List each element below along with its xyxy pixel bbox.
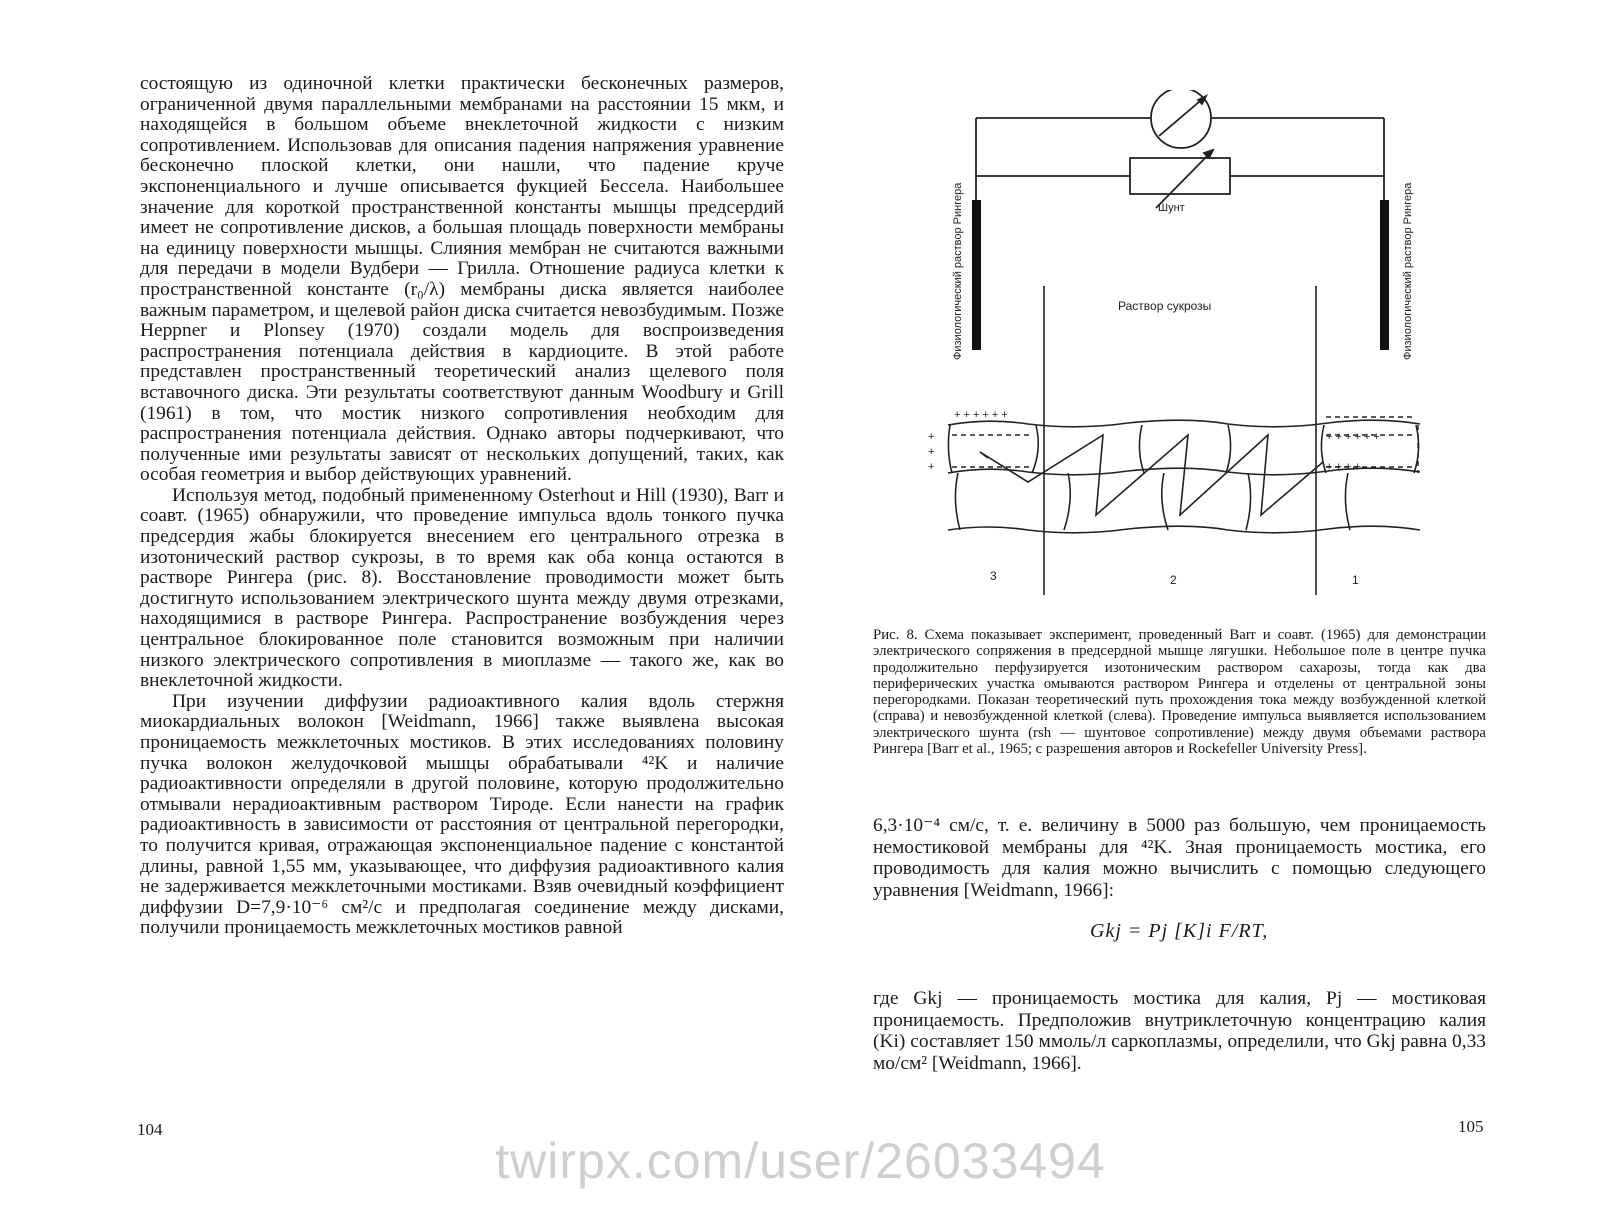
paragraph: 6,3·10⁻⁴ см/с, т. е. величину в 5000 раз большую, чем проницаемость немостиковой мембраны для ⁴²K. Зная проницаемость мостика, его проводимость для калия можно вычислить с помощью следующего уравнения [Weidmann, 1966]: [873, 815, 1486, 901]
paragraph: где Gkj — проницаемость мостика для калия, Pj — мостиковая проницаемость. Предположив внутриклеточную концентрацию калия (Ki) составляет 150 ммоль/л саркоплазмы, определили, что Gkj равна 0,33 мо/см² [Weidmann, 1966]. [873, 988, 1486, 1074]
right-plus-low: + + + + [1326, 461, 1361, 473]
plus-col-1: + [928, 431, 935, 443]
plus-row: + + + + + + [954, 409, 1008, 421]
right-text-column-2 [873, 988, 1486, 1074]
zone-label-2: 2 [1170, 573, 1177, 587]
right-side-label: Физиологический раствор Рингера [1402, 182, 1414, 360]
page-number: 105 [1458, 1117, 1484, 1136]
plus-col-3: + [928, 461, 935, 473]
paragraph: Используя метод, подобный примененному Osterhout и Hill (1930), Barr и соавт. (1965) обнаружили, что проведение импульса вдоль тонкого пучка предсердия жабы блокируется внесением его центрального отрезка в изотонический раствор сукрозы, в то время как оба конца остаются в растворе Рингера (рис. 8). Восстановление проводимости может быть достигнуто использованием электрического шунта между двумя отрезками, находящимися в растворе Рингера. Распространение возбуждения через центральное блокированное поле становится возможным при наличии низкого электрического сопротивления в миоплазме — такого же, как во внеклеточной жидкости. [140, 484, 784, 692]
left-page [0, 0, 800, 1218]
watermark: twirpx.com/user/26033494 [495, 1133, 1106, 1189]
caption-text: Рис. 8. Схема показывает эксперимент, проведенный Barr и соавт. (1965) для демонстрации электрического сопряжения в предсердной мышце лягушки. Небольшое поле в центре пучка продолжительно перфузируется изотоническим раствором сахарозы, тогда как два периферических участка омываются раствором Рингера и отделены от центральной зоны перегородками. Показан теоретический путь прохождения тока между возбужденной клеткой (справа) и невозбужденной клеткой (слева). Проведение импульса выявляется использованием электрического шунта (rsh — шунтовое сопротивление) между двумя объемами раствора Рингера [Barr et al., 1965; с разрешения авторов и Rockefeller University Press]. [873, 627, 1486, 758]
center-label: Раствор сукрозы [1118, 299, 1212, 313]
circuit [976, 90, 1384, 208]
page-number: 104 [137, 1120, 163, 1139]
left-electrode [972, 200, 981, 350]
right-plus: + + + + + + [1326, 431, 1380, 443]
right-electrode [1380, 200, 1389, 350]
right-text-column [873, 815, 1486, 901]
shunt-label: Шунт [1158, 202, 1185, 214]
zone-label-1: 1 [1352, 573, 1359, 587]
shunt-resistor [1130, 158, 1230, 194]
figure-8-diagram [928, 90, 1488, 620]
paragraph: состоящую из одиночной клетки практически бесконечных размеров, ограниченной двумя параллельными мембранами на расстоянии 15 мкм, и находящейся в большом объеме внеклеточной жидкости с низким сопротивлением. Использовав для описания падения напряжения уравнение бесконечно плоской клетки, они нашли, что падение круче экспоненциального и лучше описывается фукцией Бессела. Наибольшее значение для короткой пространственной константы мышцы предсердий имеет не сопротивление дисков, а большая площадь поверхности мембраны на единицу поверхности мышцы. Слияния мембран не считаются важными для передачи в модели Вудбери — Грилла. Отношение радиуса клетки к пространственной константе (r₀/λ) мембраны диска является наиболее важным параметром, и щелевой район диска считается невозбудимым. Позже Heppner и Plonsey (1970) создали модель для воспроизведения распространения потенциала действия в кардиоците. В этой работе представлен пространственный теоретический анализ щелевого поля вставочного диска. Эти результаты соответствуют данным Woodbury и Grill (1961) в том, что мостик низкого сопротивления необходим для распространения потенциала действия. Однако авторы подчеркивают, что полученные ими результаты зависят от нескольких допущений, таких, как особая геометрия и выбор действующих уравнений. [140, 73, 784, 486]
equation: Gkj = Pj [K]i F/RT, [1090, 920, 1269, 942]
zone-label-3: 3 [990, 569, 997, 583]
figure-caption [873, 627, 1486, 757]
left-side-label: Физиологический раствор Рингера [952, 182, 964, 360]
paragraph: При изучении диффузии радиоактивного калия вдоль стержня миокардиальных волокон [Weidmann, 1966] также выявлена высокая проницаемость межклеточных мостиков. В этих исследованиях половину пучка волокон желудочковой мышцы обрабатывали ⁴²K и наличие радиоактивности определяли в другой половине, которую продолжительно отмывали нерадиоактивным раствором Тироде. Если нанести на график радиоактивность в зависимости от расстояния от центральной перегородки, то получится кривая, отражающая экспоненциальное падение с константой длины, равной 1,55 мм, указывающее, что диффузия радиоактивного калия не задерживается межклеточными мостиками. Взяв очевидный коэффициент диффузии D=7,9·10⁻⁶ см²/с и предполагая соединение между дисками, получили проницаемость межклеточных мостиков равной [140, 690, 784, 939]
plus-col-2: + [928, 446, 935, 458]
left-text-column [140, 74, 784, 939]
